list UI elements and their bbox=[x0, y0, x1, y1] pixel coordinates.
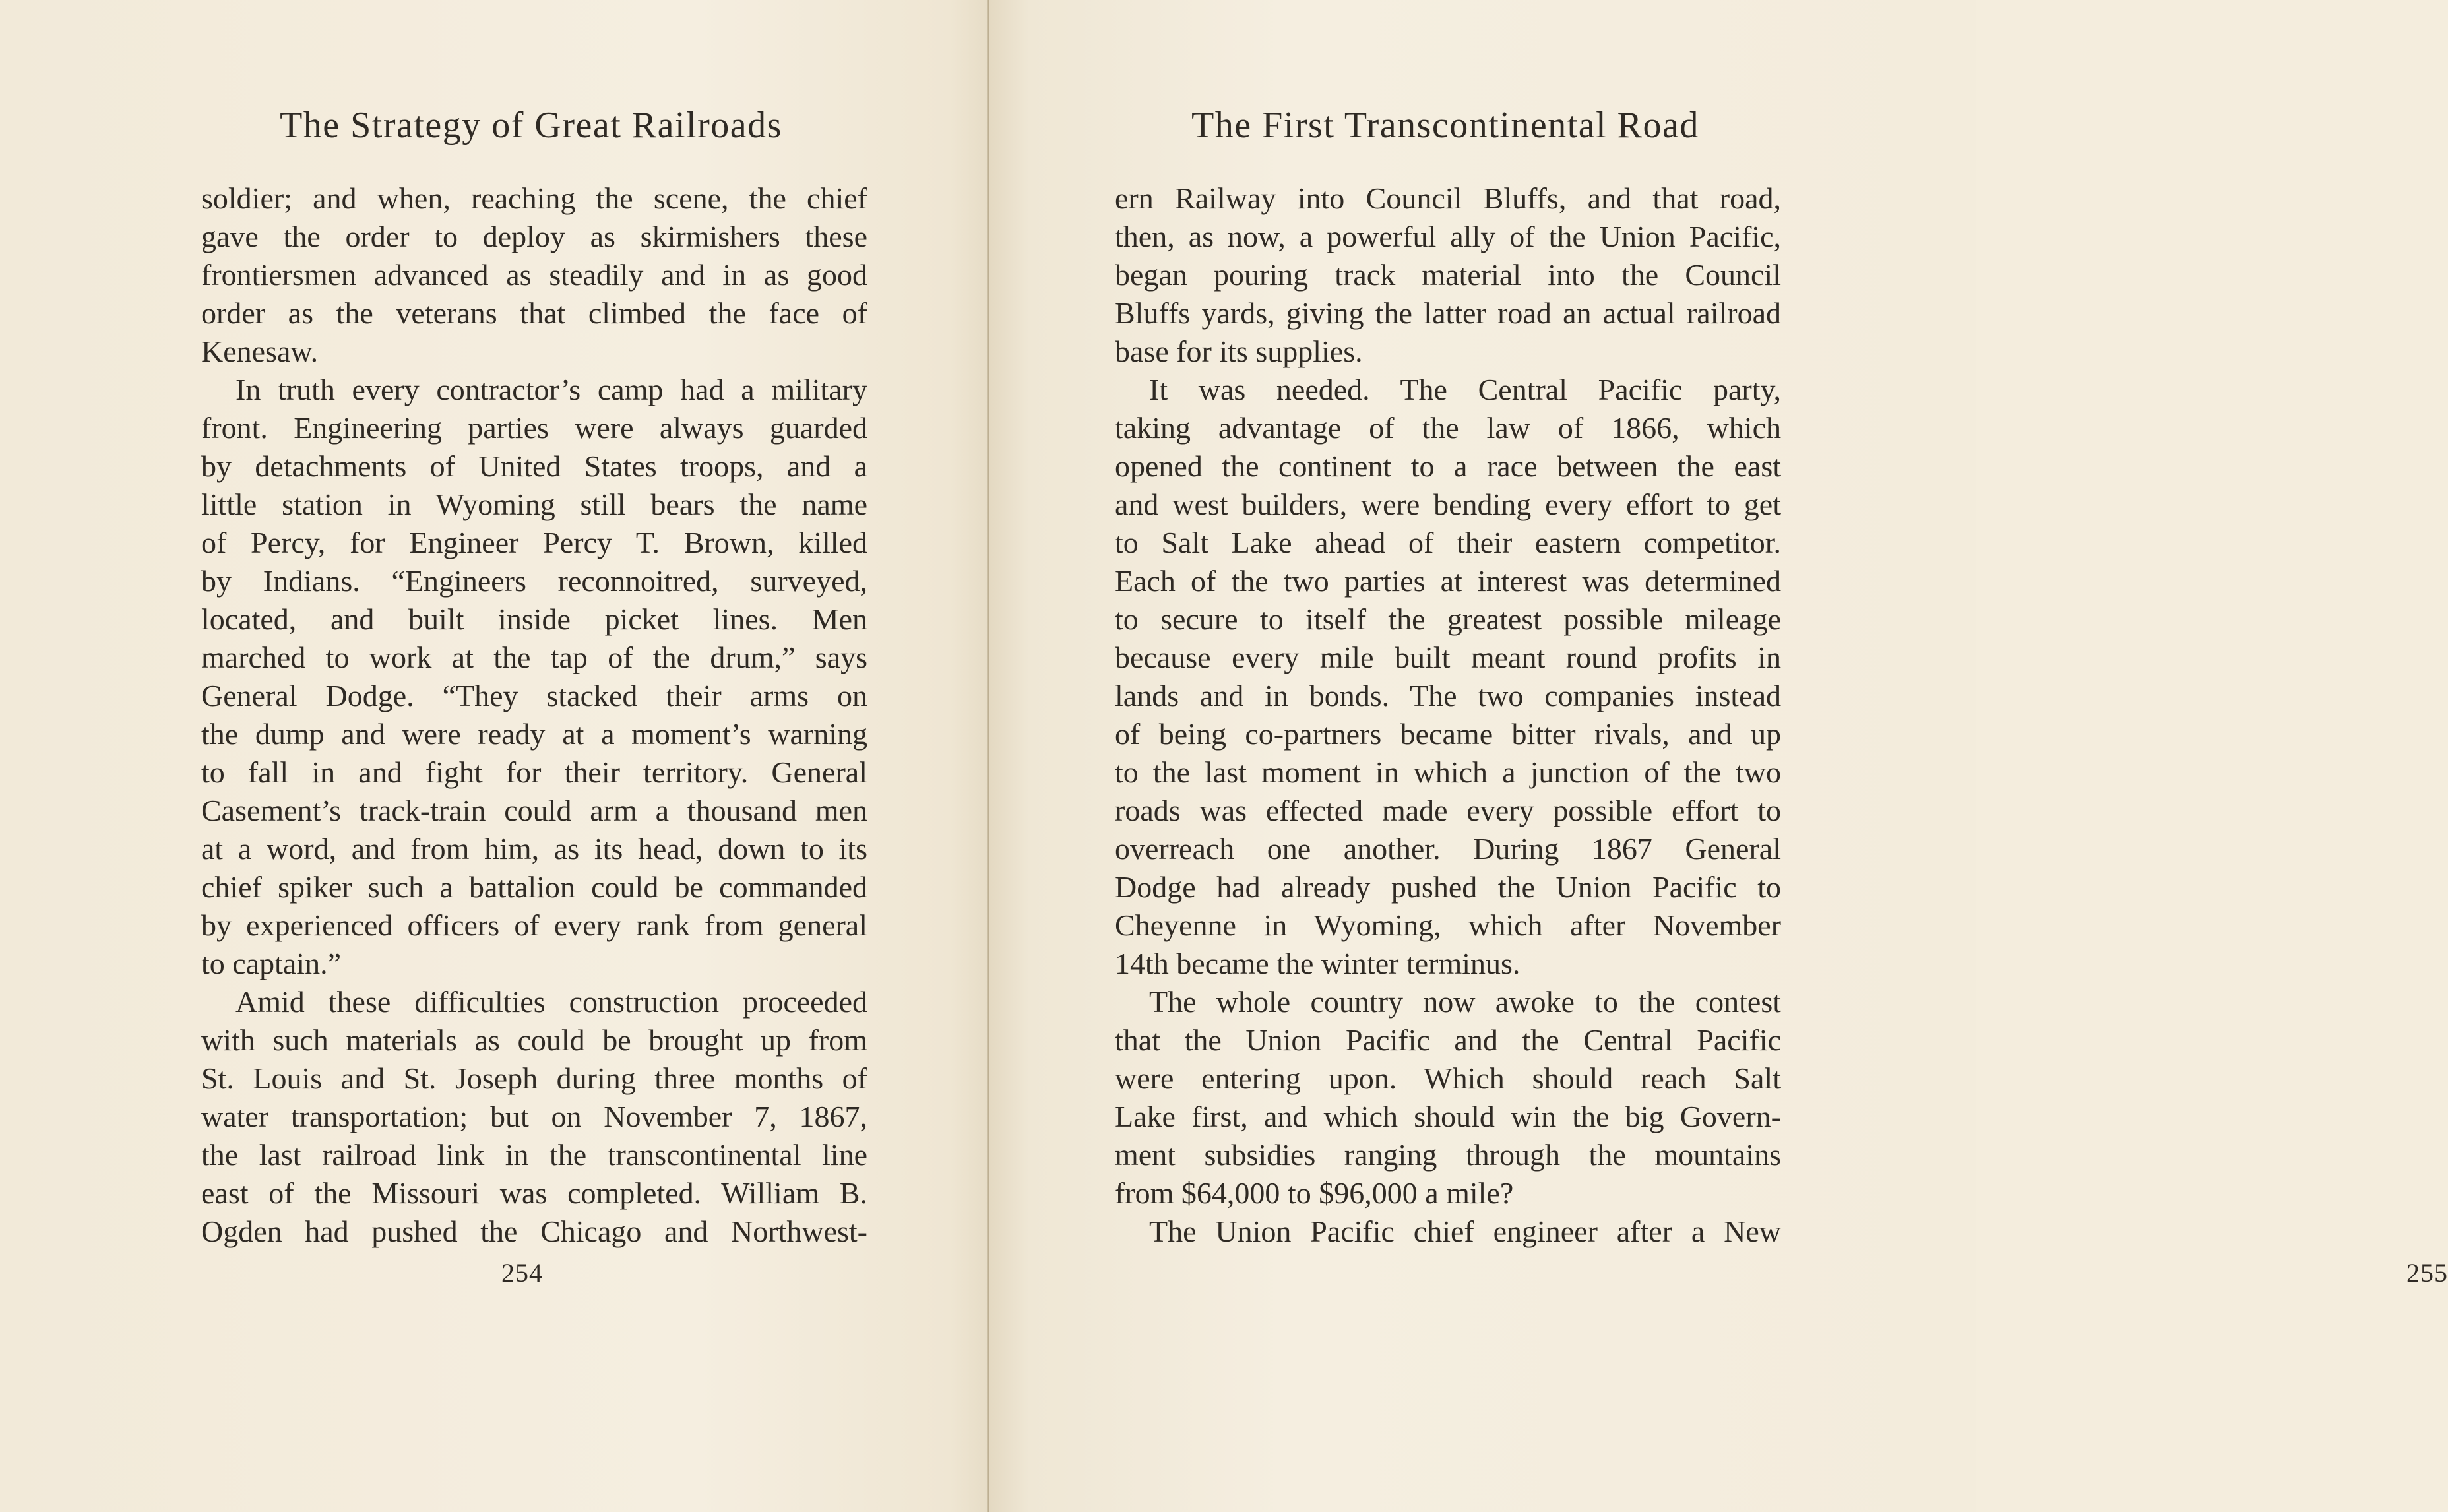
text-line: lands and in bonds. The two companies instead bbox=[1115, 679, 1781, 712]
text-line: Dodge had already pushed the Union Pacific to bbox=[1115, 870, 1781, 904]
text-line: of Percy, for Engineer Percy T. Brown, killed bbox=[201, 526, 867, 559]
text-line: Amid these difficulties construction proceeded bbox=[235, 985, 867, 1019]
text-line: St. Louis and St. Joseph during three months of bbox=[201, 1061, 867, 1095]
text-line: to the last moment in which a junction of the two bbox=[1115, 755, 1781, 789]
text-line: that the Union Pacific and the Central Pacific bbox=[1115, 1023, 1781, 1057]
text-line: the last railroad link in the transcontinental line bbox=[201, 1138, 867, 1172]
text-line: frontiersmen advanced as steadily and in as good bbox=[201, 258, 867, 292]
text-line: because every mile built meant round profits in bbox=[1115, 641, 1781, 674]
text-line: General Dodge. “They stacked their arms on bbox=[201, 679, 867, 712]
text-line: roads was effected made every possible effort to bbox=[1115, 794, 1781, 827]
text-line: The whole country now awoke to the contest bbox=[1149, 985, 1781, 1019]
text-line: water transportation; but on November 7, 1867, bbox=[201, 1100, 867, 1133]
text-line: It was needed. The Central Pacific party, bbox=[1149, 373, 1781, 406]
text-line: at a word, and from him, as its head, down to its bbox=[201, 832, 867, 866]
text-line: 14th became the winter terminus. bbox=[1115, 947, 1521, 980]
body-text bbox=[1115, 179, 1781, 1251]
text-line: by Indians. “Engineers reconnoitred, surveyed, bbox=[201, 564, 867, 598]
text-line: ment subsidies ranging through the mountains bbox=[1115, 1138, 1781, 1172]
text-line: of being co-partners became bitter rivals, and up bbox=[1115, 717, 1781, 751]
text-line: then, as now, a powerful ally of the Union Pacific, bbox=[1115, 220, 1781, 253]
text-line: began pouring track material into the Council bbox=[1115, 258, 1781, 292]
text-line: Kenesaw. bbox=[201, 334, 319, 368]
text-line: were entering upon. Which should reach Salt bbox=[1115, 1061, 1781, 1095]
text-line: east of the Missouri was completed. William B. bbox=[201, 1176, 867, 1210]
text-line: ern Railway into Council Bluffs, and that road, bbox=[1115, 181, 1781, 215]
text-line: Ogden had pushed the Chicago and Northwest- bbox=[201, 1214, 867, 1248]
text-line: front. Engineering parties were always guarded bbox=[201, 411, 867, 445]
right-page bbox=[989, 0, 2448, 1512]
text-line: base for its supplies. bbox=[1115, 334, 1363, 368]
page-number: 254 bbox=[501, 1258, 543, 1288]
page-number: 255 bbox=[2406, 1258, 2448, 1288]
text-line: soldier; and when, reaching the scene, the chief bbox=[201, 181, 867, 215]
running-head: The Strategy of Great Railroads bbox=[280, 105, 782, 146]
text-line: opened the continent to a race between the east bbox=[1115, 449, 1781, 483]
text-line: In truth every contractor’s camp had a military bbox=[235, 373, 867, 406]
text-line: to secure to itself the greatest possible mileage bbox=[1115, 602, 1781, 636]
text-line: Each of the two parties at interest was determined bbox=[1115, 564, 1781, 598]
text-line: Cheyenne in Wyoming, which after November bbox=[1115, 908, 1781, 942]
text-line: to Salt Lake ahead of their eastern competitor. bbox=[1115, 526, 1781, 559]
text-line: Casement’s track-train could arm a thousand men bbox=[201, 794, 867, 827]
text-line: marched to work at the tap of the drum,” says bbox=[201, 641, 867, 674]
text-line: Lake first, and which should win the big Govern- bbox=[1115, 1100, 1781, 1133]
text-line: to captain.” bbox=[201, 947, 342, 980]
left-page bbox=[0, 0, 989, 1512]
text-line: by experienced officers of every rank from general bbox=[201, 908, 867, 942]
text-line: by detachments of United States troops, and a bbox=[201, 449, 867, 483]
text-line: little station in Wyoming still bears the name bbox=[201, 488, 867, 521]
text-line: located, and built inside picket lines. Men bbox=[201, 602, 867, 636]
text-line: overreach one another. During 1867 General bbox=[1115, 832, 1781, 866]
text-line: taking advantage of the law of 1866, which bbox=[1115, 411, 1781, 445]
text-line: The Union Pacific chief engineer after a New bbox=[1149, 1214, 1781, 1248]
text-line: Bluffs yards, giving the latter road an actual railroad bbox=[1115, 296, 1781, 330]
text-line: with such materials as could be brought up from bbox=[201, 1023, 867, 1057]
text-line: to fall in and fight for their territory. General bbox=[201, 755, 867, 789]
text-line: chief spiker such a battalion could be commanded bbox=[201, 870, 867, 904]
body-text bbox=[201, 179, 867, 1251]
text-line: order as the veterans that climbed the face of bbox=[201, 296, 867, 330]
text-line: gave the order to deploy as skirmishers these bbox=[201, 220, 867, 253]
text-line: and west builders, were bending every effort to get bbox=[1115, 488, 1781, 521]
text-line: from $64,000 to $96,000 a mile? bbox=[1115, 1176, 1514, 1210]
text-line: the dump and were ready at a moment’s warning bbox=[201, 717, 867, 751]
running-head: The First Transcontinental Road bbox=[1191, 105, 1699, 146]
